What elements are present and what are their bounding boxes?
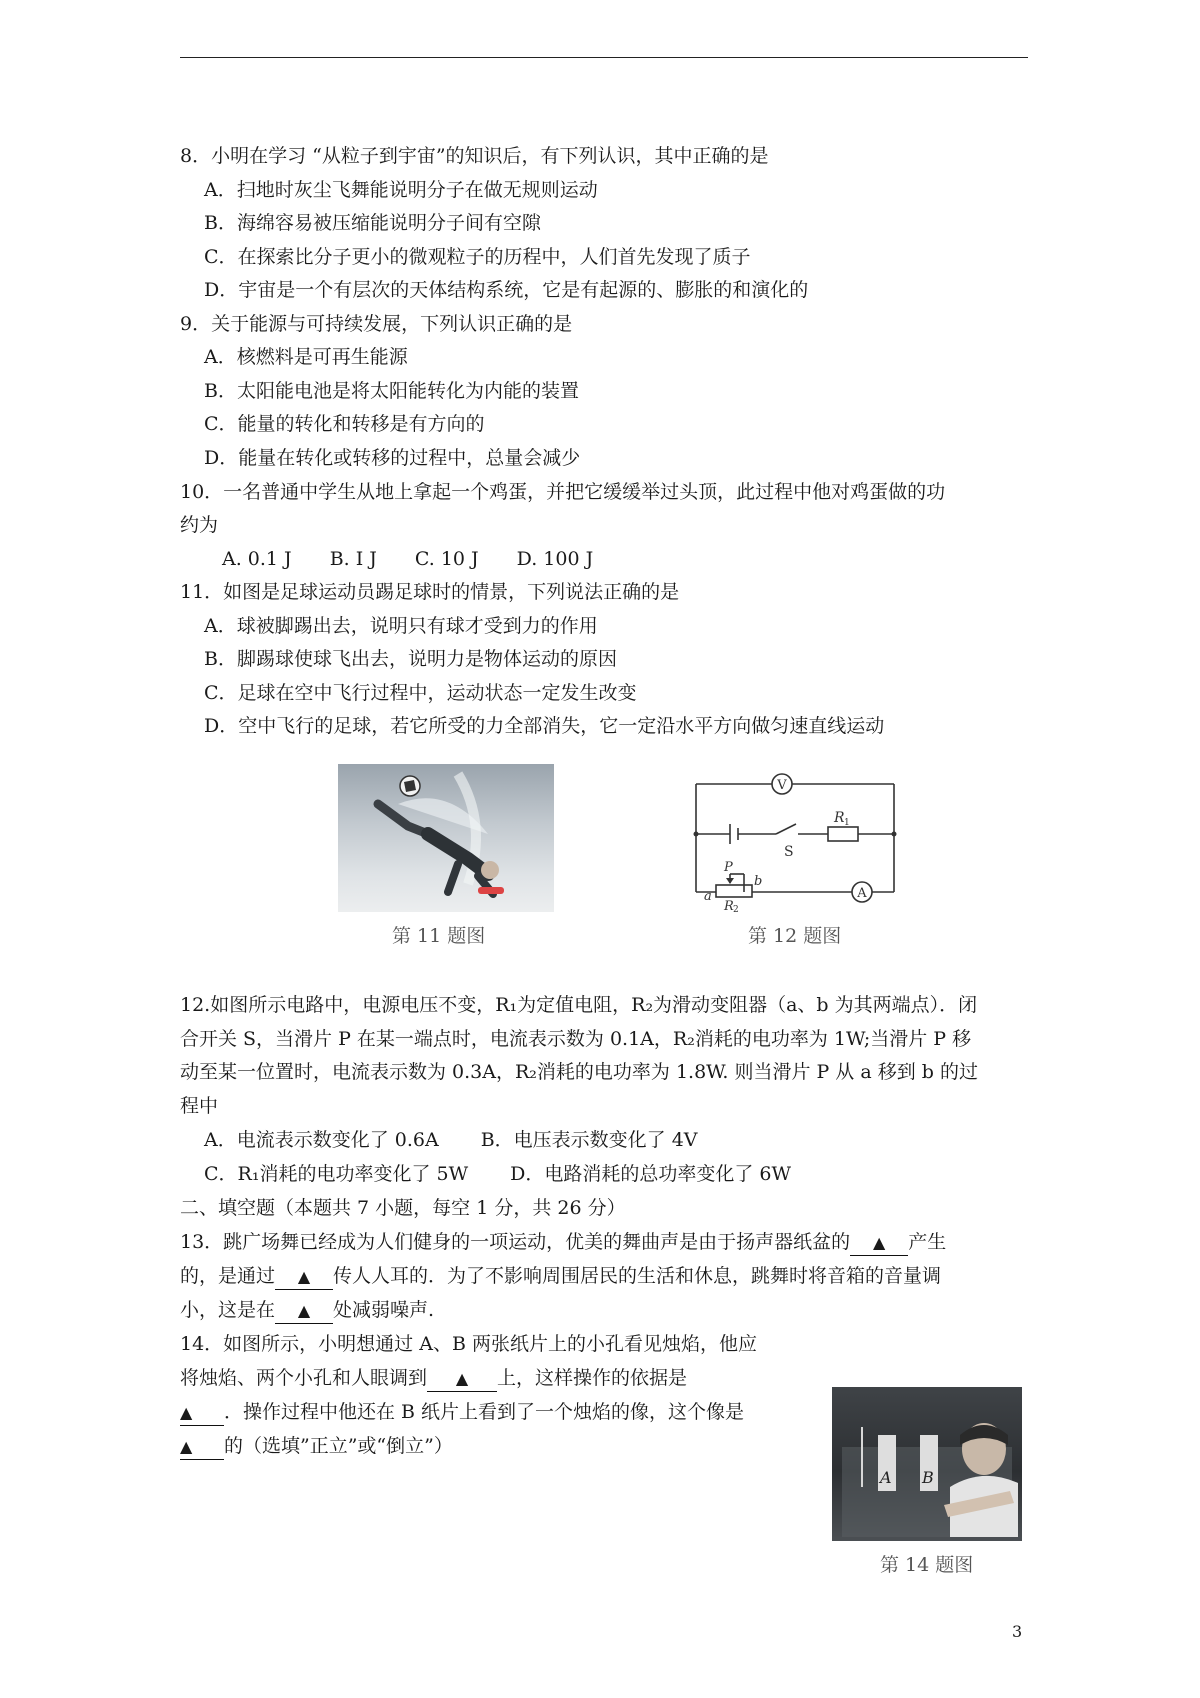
question-14-text: ．操作过程中他还在 B 纸片上看到了一个烛焰的像，这个像是 (224, 1401, 745, 1423)
question-12-line2: 合开关 S，当滑片 P 在某一端点时，电流表示数为 0.1A，R₂消耗的电功率为 1W;当滑片 P 移 (180, 1028, 972, 1050)
question-11-option-c: C．足球在空中飞行过程中，运动状态一定发生改变 (204, 682, 637, 704)
answer-blank[interactable]: ▲ (850, 1231, 908, 1256)
question-8-option-c: C．在探索比分子更小的微观粒子的历程中，人们首先发现了质子 (204, 246, 751, 268)
circuit-diagram-svg (686, 764, 906, 912)
question-9-option-b: B．太阳能电池是将太阳能转化为内能的装置 (204, 380, 579, 402)
figure-12-circuit-diagram (686, 764, 906, 912)
card-a-label: A (880, 1468, 892, 1487)
question-14-line2 (180, 1366, 687, 1392)
r2-label: R (724, 899, 734, 912)
question-10-option-b: B. I J (329, 548, 377, 570)
question-13-line2 (180, 1264, 941, 1290)
candle-experiment-illustration (832, 1387, 1022, 1541)
question-9-stem: 9．关于能源与可持续发展，下列认识正确的是 (180, 313, 573, 335)
question-8-option-a: A．扫地时灰尘飞舞能说明分子在做无规则运动 (204, 179, 598, 201)
question-12-option-b: B．电压表示数变化了 4V (480, 1129, 698, 1151)
question-14-text: 上，这样操作的依据是 (497, 1367, 688, 1389)
question-13-text: 13．跳广场舞已经成为人们健身的一项运动，优美的舞曲声是由于扬声器纸盆的 (180, 1231, 851, 1253)
question-14-line3 (180, 1400, 744, 1426)
question-14-text: 的（选填”正立”或“倒立”） (224, 1435, 453, 1457)
question-14-line4 (180, 1434, 453, 1460)
question-10-stem-line1: 10．一名普通中学生从地上拿起一个鸡蛋，并把它缓缓举过头顶，此过程中他对鸡蛋做的功 (180, 481, 946, 503)
page-number: 3 (1012, 1622, 1023, 1641)
figure-14-caption: 第 14 题图 (880, 1554, 974, 1576)
answer-blank[interactable]: ▲ (427, 1367, 497, 1392)
voltmeter-label: V (777, 778, 787, 793)
endpoint-a-label: a (704, 889, 712, 904)
slider-p-label: P (724, 860, 733, 875)
question-12-option-a: A．电流表示数变化了 0.6A (204, 1129, 439, 1151)
soccer-player-illustration (338, 764, 554, 912)
r1-label: R (834, 810, 845, 826)
question-13-text: 传人人耳的．为了不影响周围居民的生活和休息，跳舞时将音箱的音量调 (333, 1265, 942, 1287)
ammeter-label: A (857, 886, 867, 901)
question-13-text: 小，这是在 (180, 1299, 276, 1321)
question-9-option-c: C．能量的转化和转移是有方向的 (204, 413, 485, 435)
question-9-option-a: A．核燃料是可再生能源 (204, 346, 408, 368)
section-2-title: 二、填空题（本题共 7 小题，每空 1 分，共 26 分） (180, 1197, 626, 1219)
question-8-option-d: D．宇宙是一个有层次的天体结构系统，它是有起源的、膨胀的和演化的 (204, 279, 809, 301)
figure-12-caption: 第 12 题图 (748, 925, 842, 947)
card-b-label: B (922, 1468, 934, 1487)
question-12-line1: 12.如图所示电路中，电源电压不变，R₁为定值电阻，R₂为滑动变阻器（a、b 为其两端点）．闭 (180, 994, 978, 1016)
question-13-line1 (180, 1230, 946, 1256)
question-8-stem: 8．小明在学习 “从粒子到宇宙”的知识后，有下列认识，其中正确的是 (180, 145, 769, 167)
answer-blank[interactable]: ▲ (180, 1435, 224, 1460)
switch-label: S (784, 844, 794, 860)
question-10-options (222, 547, 631, 571)
figure-14-photo (832, 1387, 1022, 1541)
question-8-option-b: B．海绵容易被压缩能说明分子间有空隙 (204, 212, 541, 234)
question-13-line3 (180, 1298, 434, 1324)
answer-blank[interactable]: ▲ (180, 1401, 224, 1426)
question-12-options-ab (204, 1128, 740, 1152)
question-11-option-d: D．空中飞行的足球，若它所受的力全部消失，它一定沿水平方向做匀速直线运动 (204, 715, 885, 737)
header-rule (180, 57, 1028, 58)
question-13-text: 处减弱噪声. (333, 1299, 435, 1321)
endpoint-b-label: b (754, 874, 763, 889)
figure-11-soccer-photo (338, 764, 554, 912)
r2-subscript: 2 (733, 905, 739, 912)
answer-blank[interactable]: ▲ (275, 1299, 333, 1324)
question-10-stem-line2: 约为 (180, 514, 219, 536)
question-10-option-c: C. 10 J (414, 548, 479, 570)
question-13-text: 的，是通过 (180, 1265, 276, 1287)
question-13-text: 产生 (908, 1231, 947, 1253)
question-10-option-a: A. 0.1 J (222, 548, 292, 570)
question-11-option-a: A．球被脚踢出去，说明只有球才受到力的作用 (204, 615, 598, 637)
question-14-line1: 14．如图所示，小明想通过 A、B 两张纸片上的小孔看见烛焰，他应 (180, 1333, 757, 1355)
r1-subscript: 1 (844, 818, 850, 828)
question-12-option-c: C．R₁消耗的电功率变化了 5W (204, 1163, 469, 1185)
question-11-option-b: B．脚踢球使球飞出去，说明力是物体运动的原因 (204, 648, 617, 670)
question-14-text: 将烛焰、两个小孔和人眼调到 (180, 1367, 428, 1389)
question-12-line4: 程中 (180, 1095, 219, 1117)
figure-11-caption: 第 11 题图 (392, 925, 486, 947)
question-9-option-d: D．能量在转化或转移的过程中，总量会减少 (204, 447, 581, 469)
question-12-line3: 动至某一位置时，电流表示数为 0.3A，R₂消耗的电功率为 1.8W. 则当滑片 P 从 a 移到 b 的过 (180, 1061, 978, 1083)
question-10-option-d: D. 100 J (516, 548, 594, 570)
answer-blank[interactable]: ▲ (275, 1265, 333, 1290)
question-12-options-cd (204, 1162, 833, 1186)
question-11-stem: 11．如图是足球运动员踢足球时的情景，下列说法正确的是 (180, 581, 680, 603)
question-12-option-d: D．电路消耗的总功率变化了 6W (510, 1163, 792, 1185)
